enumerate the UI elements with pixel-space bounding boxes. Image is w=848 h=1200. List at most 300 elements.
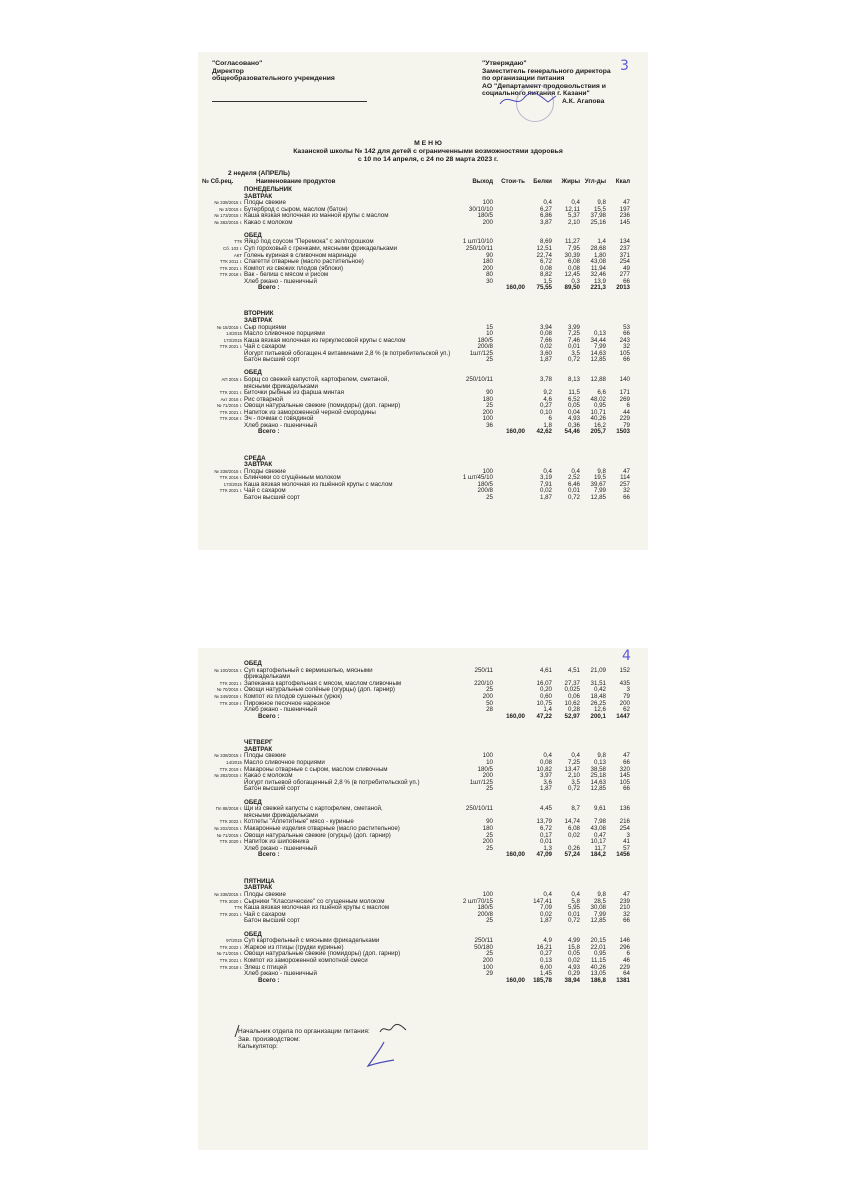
output-cell: 36 (486, 421, 493, 429)
output-cell: 29 (486, 970, 493, 978)
output-cell: 220/10 (474, 679, 493, 687)
protein-cell: 6,00 (539, 963, 552, 971)
signatures-footer (238, 1028, 370, 1051)
carbs-cell: 0,95 (593, 950, 606, 958)
fat-cell: 2,52 (567, 474, 580, 482)
signature-line (212, 101, 367, 102)
output-cell: 25 (486, 917, 493, 925)
recipe-code-cell: ТТК 2018 г. (219, 964, 242, 970)
recipe-code-cell: ТТК (234, 239, 242, 245)
recipe-code-cell: ТТК 2016 г. (219, 475, 242, 481)
output-cell: 25 (486, 785, 493, 793)
protein-cell: 0,01 (539, 838, 552, 846)
protein-cell: 9,2 (543, 389, 552, 397)
fat-cell: 52,97 (564, 712, 580, 720)
output-cell: 1 шт/45/10 (462, 474, 493, 482)
deputy-title-line1: Заместитель генерального директора (482, 67, 611, 75)
dish-name-cell: ОБЕД (244, 369, 262, 377)
kcal-cell: 79 (623, 421, 630, 429)
recipe-code-cell: ТТК 2021 г. (219, 409, 242, 415)
kcal-cell: 171 (619, 389, 630, 397)
protein-cell: 0,02 (539, 343, 552, 351)
kcal-cell: 3 (626, 686, 630, 694)
fat-cell: 0,72 (567, 356, 580, 364)
dish-name-cell: Чай с сахаром (244, 343, 286, 351)
carbs-cell: 25,16 (590, 218, 606, 226)
output-cell: 10 (486, 759, 493, 766)
carbs-cell: 9,8 (597, 752, 606, 760)
fat-cell: 0,01 (567, 487, 580, 495)
protein-cell: 1,87 (539, 785, 552, 793)
output-cell: 200 (482, 838, 493, 846)
table-row (198, 494, 648, 501)
carbs-cell: 37,98 (590, 212, 606, 220)
recipe-code-cell: ТТК 2021 г. (219, 488, 242, 494)
protein-cell: 6 (548, 415, 552, 423)
carbs-cell: 30,08 (590, 904, 606, 912)
recipe-code-cell: АКТ (233, 252, 242, 258)
output-cell: 2 шт/70/15 (462, 897, 493, 905)
protein-cell: 1,8 (543, 421, 552, 429)
dish-name-cell: ВТОРНИК (244, 310, 274, 318)
fat-cell: 0,36 (567, 421, 580, 429)
dish-name-cell: Запеканка картофельная с мясом, маслом сливочным (244, 679, 402, 687)
kcal-cell: 105 (619, 349, 630, 357)
kcal-cell: 229 (619, 415, 630, 423)
protein-cell: 6,27 (539, 205, 552, 213)
dish-name-cell: Напиток из шиповника (244, 838, 310, 846)
kcal-cell: 237 (619, 244, 630, 252)
fat-cell: 4,93 (567, 415, 580, 423)
dish-name-cell: Чай с сахаром (244, 910, 286, 918)
cost-cell: 160,00 (506, 851, 525, 859)
carbs-cell: 12,85 (590, 356, 606, 364)
carbs-cell: 10,17 (590, 838, 606, 846)
kcal-cell: 6 (626, 950, 630, 958)
dish-name-cell: Батон высший сорт (244, 356, 300, 364)
dish-name-cell: Компот из свежих плодов (яблоки) (244, 264, 344, 272)
carbs-cell: 15,5 (593, 205, 606, 213)
protein-cell: 0,17 (539, 831, 552, 839)
recipe-code-cell: № 382/2015 г. (214, 219, 242, 225)
carbs-cell: 48,02 (590, 395, 606, 403)
kcal-cell: 277 (619, 271, 630, 279)
protein-cell: 1,4 (543, 706, 552, 714)
protein-cell: 1,87 (539, 917, 552, 925)
output-cell: 90 (486, 818, 493, 826)
carbs-cell: 43,08 (590, 258, 606, 266)
fat-cell: 27,37 (564, 679, 580, 687)
carbs-cell: 40,26 (590, 415, 606, 423)
kcal-cell: 66 (623, 330, 630, 338)
recipe-code-cell: № 70/2015 г. (216, 687, 242, 693)
recipe-code-cell: ТТК 2018 г. (219, 272, 242, 278)
recipe-code-cell: № 71/2015 г. (216, 951, 242, 957)
kcal-cell: 47 (623, 467, 630, 475)
kcal-cell: 47 (623, 752, 630, 760)
dish-name-cell: Сырники "Классические" со сгущенным молоком (244, 897, 385, 905)
cost-cell: 160,00 (506, 976, 525, 984)
carbs-cell: 12,85 (590, 917, 606, 925)
deputy-title-line2: по организации питания (482, 75, 565, 83)
carbs-cell: 6,6 (597, 389, 606, 397)
output-cell: 250/11 (474, 937, 493, 945)
fat-cell: 3,5 (571, 778, 580, 786)
fat-cell: 3,5 (571, 349, 580, 357)
output-cell: 200/8 (477, 487, 493, 495)
kcal-cell: 2013 (616, 284, 630, 292)
kcal-cell: 1381 (616, 976, 630, 984)
protein-cell: 13,79 (536, 818, 552, 826)
carbs-cell: 13,9 (593, 277, 606, 285)
kcal-cell: 32 (623, 910, 630, 918)
recipe-code-cell: ТТК 2019 г. (219, 766, 242, 772)
director-label: Директор (212, 67, 244, 75)
approved-label: "Согласовано" (212, 60, 263, 67)
kcal-cell: 46 (623, 957, 630, 964)
recipe-code-cell: № 173/2015 г. (214, 213, 242, 219)
output-cell: 100 (482, 891, 493, 898)
output-cell: 25 (486, 402, 493, 410)
recipe-code-cell: ТТК 2021 г. (219, 680, 242, 686)
dish-name-cell: мясными фрикадельками (244, 811, 318, 819)
dish-name-cell: Жаркое из птицы (грудки куриные) (244, 943, 344, 951)
fat-cell: 0,29 (567, 970, 580, 978)
carbs-cell: 0,42 (593, 686, 606, 694)
output-cell: 80 (486, 271, 493, 279)
col-carbs-header: Угл-ды (584, 178, 606, 185)
carbs-cell: 221,3 (590, 284, 606, 292)
kcal-cell: 145 (619, 218, 630, 226)
recipe-code-cell: 14/2015 (226, 760, 242, 765)
fat-cell: 0,06 (567, 693, 580, 700)
protein-cell: 3,6 (543, 778, 552, 786)
fat-cell: 89,50 (564, 284, 580, 292)
handwritten-signature (498, 88, 558, 110)
kcal-cell: 47 (623, 199, 630, 207)
kcal-cell: 57 (623, 844, 630, 852)
dish-name-cell: Каша вязкая молочная из пшённой крупы с маслом (244, 480, 393, 488)
handwritten-signature (378, 1022, 408, 1036)
output-cell: 1 шт/10/10 (462, 238, 493, 246)
carbs-cell: 10,71 (590, 408, 606, 416)
dish-name-cell: Спагетти отварные (масло растительное) (244, 258, 364, 266)
confirm-label: "Утверждаю" (482, 60, 527, 67)
carbs-cell: 34,44 (590, 336, 606, 344)
page-number: 3 (620, 58, 629, 74)
recipe-code-cell: ТТК 2011 г. (219, 259, 242, 265)
kcal-cell: 152 (619, 666, 630, 674)
fat-cell: 0,3 (571, 277, 580, 285)
fat-cell: 0,28 (567, 706, 580, 714)
dish-name-cell: ЗАВТРАК (244, 192, 273, 200)
kcal-cell: 243 (619, 336, 630, 344)
output-cell: 200/8 (477, 343, 493, 351)
fat-cell: 13,47 (564, 765, 580, 773)
kcal-cell: 41 (623, 838, 630, 846)
kcal-cell: 239 (619, 897, 630, 905)
fat-cell: 0,01 (567, 910, 580, 918)
kcal-cell: 3 (626, 831, 630, 839)
recipe-code-cell: ТТК 2021 г. (219, 265, 242, 271)
fat-cell: 10,62 (564, 699, 580, 707)
fat-cell: 8,7 (571, 805, 580, 813)
protein-cell: 4,6 (543, 395, 552, 403)
protein-cell: 0,4 (543, 752, 552, 760)
table-row (198, 356, 648, 363)
recipe-code-cell: Сб. 103 г. (223, 245, 242, 251)
recipe-code-cell: ТТК 2021 г. (219, 390, 242, 396)
kcal-cell: 229 (619, 963, 630, 971)
fat-cell: 2,10 (567, 772, 580, 780)
dish-name-cell: ЗАВТРАК (244, 745, 273, 753)
carbs-cell: 11,15 (590, 957, 606, 964)
kcal-cell: 66 (623, 356, 630, 364)
carbs-cell: 9,8 (597, 199, 606, 207)
company-line1: АО "Департамент продовольствия и (482, 82, 606, 90)
protein-cell: 3,60 (539, 349, 552, 357)
protein-cell: 1,45 (539, 970, 552, 978)
fat-cell: 4,99 (567, 937, 580, 945)
output-cell: 200 (482, 693, 493, 700)
recipe-code-cell: № 15/2015 г. (216, 324, 242, 330)
kcal-cell: 145 (619, 772, 630, 780)
carbs-cell: 26,25 (590, 699, 606, 707)
dish-name-cell: Хлеб ржано - пшеничный (244, 844, 317, 852)
dish-name-cell: фрикадельками (244, 673, 290, 681)
cost-cell: 160,00 (506, 712, 525, 720)
dish-name-cell: ОБЕД (244, 798, 262, 806)
kcal-cell: 1447 (616, 712, 630, 720)
menu-subtitle: Казанской школы № 142 для детей с ограниченными возможностями здоровья (293, 148, 563, 155)
carbs-cell: 1,80 (593, 251, 606, 259)
kcal-cell: 66 (623, 785, 630, 793)
fat-cell: 0,01 (567, 343, 580, 351)
dish-name-cell: Хлеб ржано - пшеничный (244, 706, 317, 714)
recipe-code-cell: № 338/2015 г. (214, 892, 242, 897)
recipe-code-cell: № 349/2015 г. (214, 694, 242, 699)
carbs-cell: 12,6 (593, 706, 606, 714)
kcal-cell: 66 (623, 277, 630, 285)
kcal-cell: 44 (623, 408, 630, 416)
kcal-cell: 66 (623, 493, 630, 501)
fat-cell: 6,46 (567, 480, 580, 488)
recipe-code-cell: АП 2015 г. (221, 376, 242, 382)
fat-cell: 15,8 (567, 943, 580, 951)
dish-name-cell: Йогурт питьевой обогащен.4 витаминами 2,8 % (в потребительской уп.) (244, 349, 451, 357)
output-cell: 30/10/10 (468, 205, 493, 213)
dish-name-cell: Эч - почмак с говядиной (244, 415, 314, 423)
dish-name-cell: ЗАВТРАК (244, 461, 273, 469)
output-cell: 180/5 (477, 904, 493, 912)
dish-name-cell: ЧЕТВЕРГ (244, 739, 273, 747)
menu-page-2 (198, 648, 648, 1150)
carbs-cell: 32,46 (590, 271, 606, 279)
fat-cell: 12,11 (564, 205, 580, 213)
kcal-cell: 79 (623, 693, 630, 700)
carbs-cell: 18,48 (590, 693, 606, 700)
cost-cell: 160,00 (506, 428, 525, 436)
carbs-cell: 7,98 (593, 818, 606, 826)
carbs-cell: 28,5 (593, 897, 606, 905)
dish-name-cell: Пирожное песочное нарезное (244, 699, 331, 707)
fat-cell: 0,025 (564, 686, 580, 694)
protein-cell: 8,82 (539, 271, 552, 279)
dish-name-cell: ЗАВТРАК (244, 884, 273, 892)
output-cell: 200 (482, 408, 493, 416)
carbs-cell: 205,7 (590, 428, 606, 436)
fat-cell: 0,4 (571, 752, 580, 760)
dish-name-cell: Масло сливочное порциями (244, 330, 325, 338)
protein-cell: 8,69 (539, 238, 552, 246)
output-cell: 15 (486, 323, 493, 331)
protein-cell: 0,08 (539, 330, 552, 338)
output-cell: 250/10/11 (465, 805, 493, 813)
protein-cell: 0,08 (539, 759, 552, 766)
dish-name-cell: Биточки рыбные из фарша минтая (244, 389, 344, 397)
dish-name-cell: Котлеты "Аппетитные" мясо - куриные (244, 818, 354, 826)
output-cell: 180/5 (477, 765, 493, 773)
dish-name-cell: Овощи натуральные свежие (помидоры) (доп. гарнир) (244, 950, 401, 958)
output-cell: 180/5 (477, 336, 493, 344)
dish-name-cell: ПЯТНИЦА (244, 877, 275, 885)
fat-cell: 6,52 (567, 395, 580, 403)
recipe-code-cell: Пл 88/2018 г. (215, 806, 242, 812)
production-manager-label: Зав. производством: (238, 1035, 301, 1043)
cost-cell: 160,00 (506, 284, 525, 292)
kcal-cell: 210 (619, 904, 630, 912)
dish-name-cell: Хлеб ржано - пшеничный (244, 970, 317, 978)
fat-cell: 0,08 (567, 264, 580, 272)
output-cell: 180 (482, 258, 493, 266)
protein-cell: 12,51 (536, 244, 552, 252)
protein-cell: 3,78 (539, 375, 552, 383)
fat-cell: 0,4 (571, 891, 580, 898)
protein-cell: 4,45 (539, 805, 552, 813)
output-cell: 25 (486, 686, 493, 694)
output-cell: 50/180 (474, 943, 493, 951)
dish-name-cell: Компот из плодов сушеных (урюк) (244, 693, 343, 700)
menu-title: М Е Н Ю (414, 140, 442, 147)
dish-name-cell: Сыр порциями (244, 323, 287, 331)
carbs-cell: 1,4 (597, 238, 606, 246)
protein-cell: 22,74 (536, 251, 552, 259)
protein-cell: 185,78 (533, 976, 552, 984)
carbs-cell: 7,99 (593, 910, 606, 918)
protein-cell: 6,72 (539, 825, 552, 832)
protein-cell: 0,10 (539, 408, 552, 416)
recipe-code-cell: ТТК 2020 г. (219, 839, 242, 845)
protein-cell: 42,62 (536, 428, 552, 436)
kcal-cell: 32 (623, 343, 630, 351)
fat-cell: 12,45 (564, 271, 580, 279)
dish-name-cell: ЗАВТРАК (244, 317, 273, 324)
output-cell: 100 (482, 752, 493, 760)
recipe-code-cell: № 338/2015 г. (214, 468, 242, 474)
recipe-code-cell: ТТК 2018 г. (219, 416, 242, 422)
output-cell: 25 (486, 844, 493, 852)
fat-cell: 7,25 (567, 330, 580, 338)
protein-cell: 3,97 (539, 772, 552, 780)
dish-name-cell: Всего : (258, 851, 280, 859)
dish-name-cell: Каша вязкая молочная из манной крупы с маслом (244, 212, 389, 220)
dish-name-cell: Овощи натуральные свежие (помидоры) (доп. гарнир) (244, 402, 401, 410)
output-cell: 28 (486, 706, 493, 714)
handwritten-signature (360, 1040, 400, 1070)
fat-cell: 2,10 (567, 218, 580, 226)
dish-name-cell: Хлеб ржано - пшеничный (244, 277, 317, 285)
total-row (198, 977, 648, 984)
approval-left-block (212, 60, 335, 83)
output-cell: 200 (482, 772, 493, 780)
kcal-cell: 66 (623, 917, 630, 925)
carbs-cell: 184,2 (590, 851, 606, 859)
dish-name-cell: Хлеб ржано - пшеничный (244, 421, 317, 429)
protein-cell: 0,4 (543, 891, 552, 898)
kcal-cell: 146 (619, 937, 630, 945)
kcal-cell: 197 (619, 205, 630, 213)
dish-name-cell: Батон высший сорт (244, 785, 300, 793)
output-cell: 180/5 (477, 212, 493, 220)
carbs-cell: 7,99 (593, 487, 606, 495)
output-cell: 100 (482, 199, 493, 207)
menu-page-1 (198, 52, 648, 550)
protein-cell: 7,09 (539, 904, 552, 912)
protein-cell: 7,91 (539, 480, 552, 488)
table-row (198, 219, 648, 226)
carbs-cell: 12,88 (590, 375, 606, 383)
kcal-cell: 49 (623, 264, 630, 272)
col-kcal-header: Ккал (615, 178, 630, 185)
recipe-code-cell: 14/2015 (226, 331, 242, 337)
kcal-cell: 257 (619, 480, 630, 488)
kcal-cell: 216 (619, 818, 630, 826)
dish-name-cell: Всего : (258, 428, 280, 436)
dish-name-cell: ОБЕД (244, 930, 262, 938)
col-protein-header: Белки (533, 178, 552, 185)
dish-name-cell: Яйцо под соусом "Перемока" с зел/горошком (244, 238, 374, 246)
fat-cell: 54,46 (564, 428, 580, 436)
protein-cell: 0,4 (543, 467, 552, 475)
protein-cell: 1,87 (539, 356, 552, 364)
protein-cell: 7,66 (539, 336, 552, 344)
col-fat-header: Жиры (561, 178, 580, 185)
kcal-cell: 435 (619, 679, 630, 687)
carbs-cell: 20,15 (590, 937, 606, 945)
protein-cell: 147,41 (533, 897, 552, 905)
recipe-code-cell: № 71/2015 г. (216, 403, 242, 409)
protein-cell: 10,75 (536, 699, 552, 707)
output-cell: 50 (486, 699, 493, 707)
recipe-code-cell: № 382/2015 г. (214, 773, 242, 779)
page-number: 4 (622, 648, 631, 664)
protein-cell: 0,4 (543, 199, 552, 207)
kcal-cell: 320 (619, 765, 630, 773)
total-row (198, 284, 648, 291)
carbs-cell: 9,8 (597, 467, 606, 475)
output-cell: 200 (482, 218, 493, 226)
carbs-cell: 14,63 (590, 778, 606, 786)
fat-cell: 7,95 (567, 244, 580, 252)
recipe-code-cell: ТТК 2022 г. (219, 944, 242, 950)
fat-cell: 7,25 (567, 759, 580, 766)
kcal-cell: 136 (619, 805, 630, 813)
dish-name-cell: Борщ со свежей капустой, картофелем, сметаной, (244, 375, 390, 383)
total-row (198, 428, 648, 435)
output-cell: 30 (486, 277, 493, 285)
dish-name-cell: Блинчики со сгущённым молоком (244, 474, 341, 482)
fat-cell: 6,08 (567, 825, 580, 832)
